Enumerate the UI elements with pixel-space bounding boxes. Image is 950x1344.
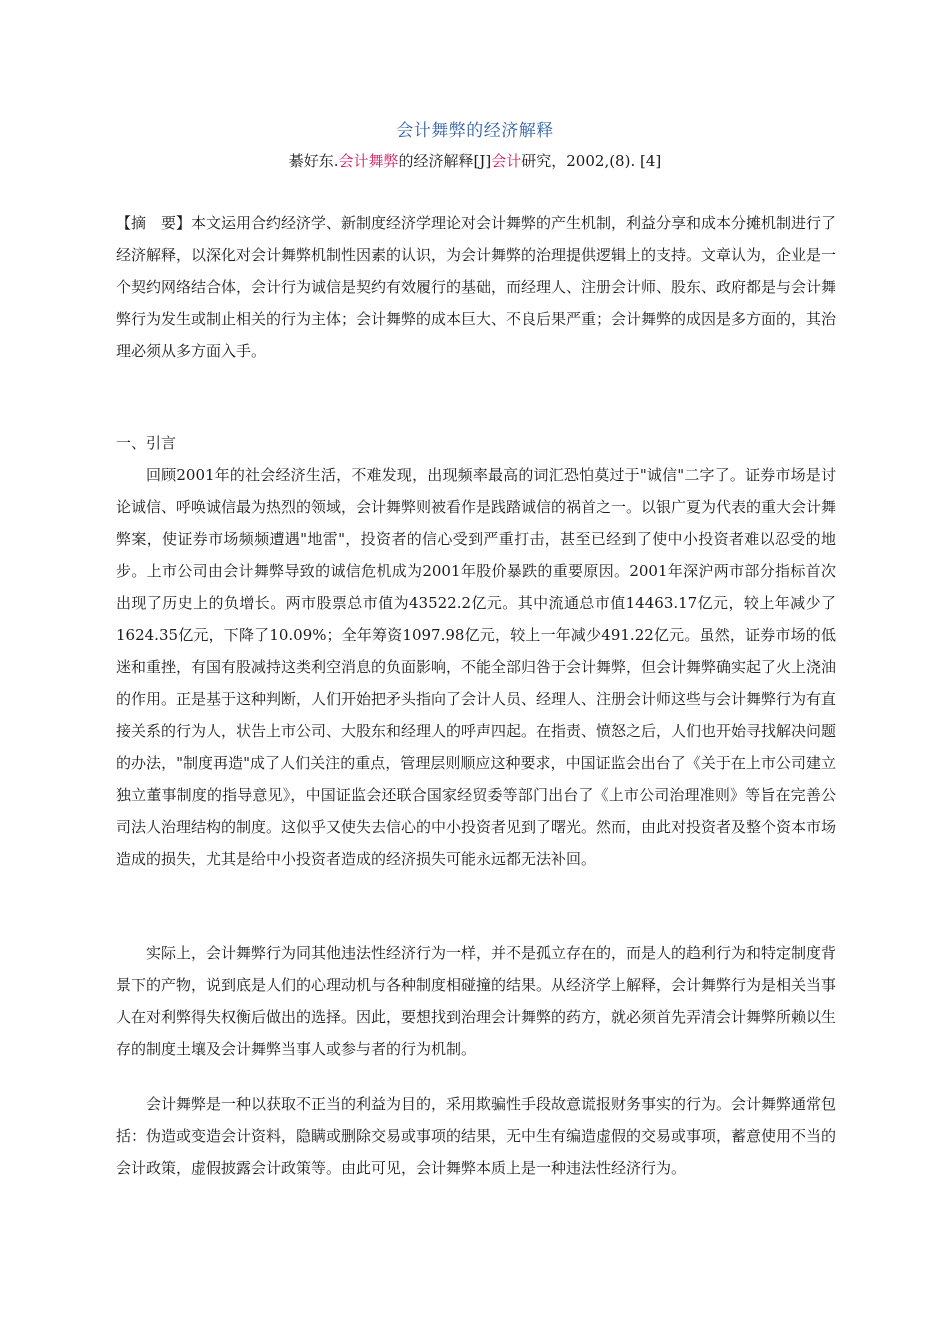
abstract-paragraph: 【摘 要】本文运用合约经济学、新制度经济学理论对会计舞弊的产生机制，利益分享和成本分摊机制进行了经济解释，以深化对会计舞弊机制性因素的认识，为会计舞弊的治理提供逻辑上的支持。文章认为，企业是一个契约网络结合体，会计行为诚信是契约有效履行的基础，而经理人、注册会计师、股东、政府都是与会计舞弊行为发生或制止相关的行为主体；会计舞弊的成本巨大、不良后果严重；会计舞弊的成因是多方面的，其治理必须从多方面入手。 (116, 214, 837, 360)
citation-title-part: 的经济解释[J] (398, 152, 492, 170)
citation-keyword-link[interactable]: 会计 (491, 152, 522, 170)
body-paragraph: 会计舞弊是一种以获取不正当的利益为目的，采用欺骗性手段故意谎报财务事实的行为。会计舞弊通常包括：伪造或变造会计资料，隐瞒或删除交易或事项的结果，无中生有编造虚假的交易或事项，蓄意使用不当的会计政策，虚假披露会计政策等。由此可见，会计舞弊本质上是一种违法性经济行为。 (116, 1095, 837, 1177)
citation-keyword-link[interactable]: 会计舞弊 (338, 152, 399, 170)
citation-author: 綦好东. (288, 152, 339, 170)
section-heading: 一、引言 (116, 434, 177, 452)
body-paragraph: 实际上，会计舞弊行为同其他违法性经济行为一样，并不是孤立存在的，而是人的趋利行为和特定制度背景下的产物，说到底是人们的心理动机与各种制度相碰撞的结果。从经济学上解释，会计舞弊行为是相关当事人在对利弊得失权衡后做出的选择。因此，要想找到治理会计舞弊的药方，就必须首先弄清会计舞弊所赖以生存的制度土壤及会计舞弊当事人或参与者的行为机制。 (116, 944, 837, 1058)
citation-line (0, 150, 950, 171)
document-title: 会计舞弊的经济解释 (396, 121, 554, 141)
citation-source: 研究，2002,(8). [4] (521, 152, 662, 170)
body-paragraph: 回顾2001年的社会经济生活，不难发现，出现频率最高的词汇恐怕莫过于"诚信"二字了。证券市场是讨论诚信、呼唤诚信最为热烈的领域，会计舞弊则被看作是践踏诚信的祸首之一。以银广夏为代表的重大会计舞弊案，使证券市场频频遭遇"地雷"，投资者的信心受到严重打击，甚至已经到了使中小投资者难以忍受的地步。上市公司由会计舞弊导致的诚信危机成为2001年股价暴跌的重要原因。2001年深沪两市部分指标首次出现了历史上的负增长。两市股票总市值为43522.2亿元。其中流通总市值14463.17亿元，较上年减少了1624.35亿元，下降了10.09%；全年筹资1097.98亿元，较上一年减少491.22亿元。虽然，证券市场的低迷和重挫，有国有股减持这类利空消息的负面影响，不能全部归咎于会计舞弊，但会计舞弊确实起了火上浇油的作用。正是基于这种判断，人们开始把矛头指向了会计人员、经理人、注册会计师这些与会计舞弊行为有直接关系的行为人，状告上市公司、大股东和经理人的呼声四起。在指责、愤怒之后，人们也开始寻找解决问题的办法，"制度再造"成了人们关注的重点，管理层则顺应这种要求，中国证监会出台了《关于在上市公司建立独立董事制度的指导意见》，中国证监会还联合国家经贸委等部门出台了《上市公司治理准则》等旨在完善公司法人治理结构的制度。这似乎又使失去信心的中小投资者见到了曙光。然而，由此对投资者及整个资本市场造成的损失，尤其是给中小投资者造成的经济损失可能永远都无法补回。 (116, 466, 837, 868)
